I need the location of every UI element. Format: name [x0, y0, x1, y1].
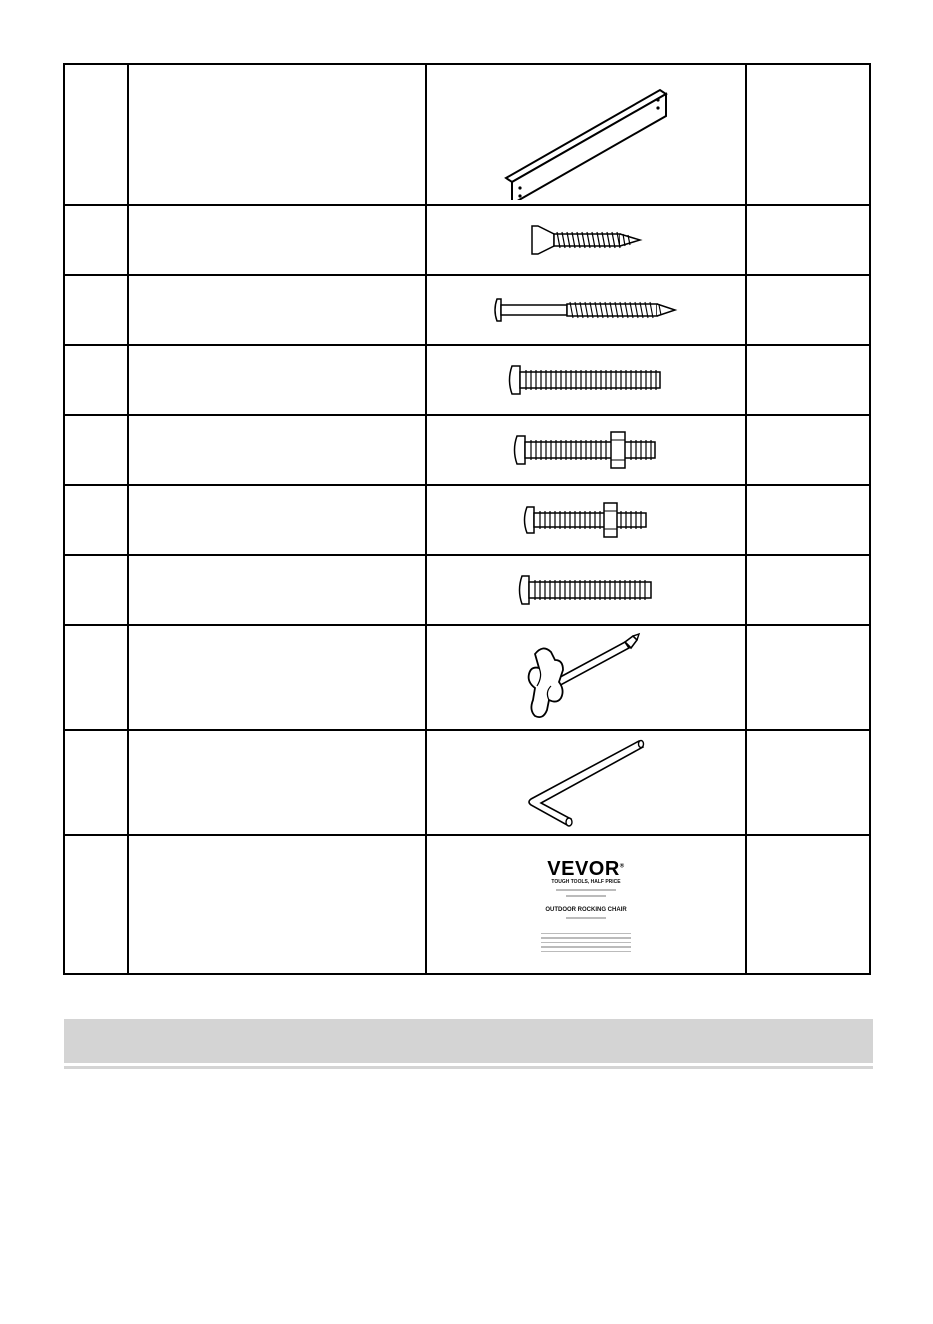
- part-description: [128, 485, 426, 555]
- part-image-cell: [426, 415, 746, 485]
- table-row: [64, 415, 870, 485]
- part-quantity: [746, 275, 870, 345]
- section-header-bar: [64, 1019, 873, 1063]
- part-quantity: [746, 485, 870, 555]
- part-image-cell: [426, 345, 746, 415]
- part-number: [64, 415, 128, 485]
- table-row: [64, 275, 870, 345]
- part-description: [128, 730, 426, 835]
- part-description: [128, 64, 426, 205]
- allen-key-icon: [521, 735, 651, 831]
- part-quantity: [746, 205, 870, 275]
- part-image-cell: [426, 485, 746, 555]
- section-divider: [64, 1066, 873, 1069]
- vevor-logo: VEVOR®: [547, 857, 625, 880]
- part-number: [64, 205, 128, 275]
- fine-print-line: [566, 895, 606, 897]
- part-description: [128, 835, 426, 974]
- part-number: [64, 555, 128, 625]
- part-number: [64, 345, 128, 415]
- table-row: [64, 730, 870, 835]
- instruction-manual-icon: [532, 846, 640, 964]
- short-bolt-icon: [516, 570, 656, 610]
- part-image-cell: [426, 730, 746, 835]
- part-description: [128, 275, 426, 345]
- part-number: [64, 625, 128, 730]
- part-image-cell: [426, 555, 746, 625]
- bolt-icon: [506, 360, 666, 400]
- table-row: [64, 625, 870, 730]
- table-row: [64, 835, 870, 974]
- model-line: [566, 917, 606, 919]
- manual-product-title: OUTDOOR ROCKING CHAIR: [545, 906, 627, 913]
- part-image-cell: [426, 205, 746, 275]
- part-quantity: [746, 64, 870, 205]
- part-quantity: [746, 835, 870, 974]
- part-description: [128, 625, 426, 730]
- wooden-slat-icon: [496, 70, 676, 200]
- table-row: [64, 64, 870, 205]
- part-quantity: [746, 555, 870, 625]
- long-screw-icon: [491, 293, 681, 327]
- part-image-cell: [426, 275, 746, 345]
- fine-print-line: [556, 889, 616, 891]
- part-description: [128, 205, 426, 275]
- part-image-cell: [426, 64, 746, 205]
- table-row: [64, 555, 870, 625]
- part-quantity: [746, 345, 870, 415]
- part-number: [64, 835, 128, 974]
- t-handle-wrench-icon: [521, 630, 651, 726]
- part-number: [64, 64, 128, 205]
- part-description: [128, 345, 426, 415]
- fine-print-block: [541, 933, 631, 953]
- table-row: [64, 485, 870, 555]
- vevor-tagline: TOUGH TOOLS, HALF PRICE: [551, 878, 621, 885]
- short-bolt-with-nut-icon: [521, 498, 651, 542]
- table-row: [64, 205, 870, 275]
- part-image-cell: [426, 835, 746, 974]
- part-description: [128, 415, 426, 485]
- bolt-with-nut-icon: [511, 428, 661, 472]
- parts-table: [63, 63, 871, 975]
- part-description: [128, 555, 426, 625]
- part-number: [64, 485, 128, 555]
- part-image-cell: [426, 625, 746, 730]
- wood-screw-icon: [526, 220, 646, 260]
- part-quantity: [746, 415, 870, 485]
- part-number: [64, 275, 128, 345]
- part-quantity: [746, 625, 870, 730]
- part-number: [64, 730, 128, 835]
- table-row: [64, 345, 870, 415]
- part-quantity: [746, 730, 870, 835]
